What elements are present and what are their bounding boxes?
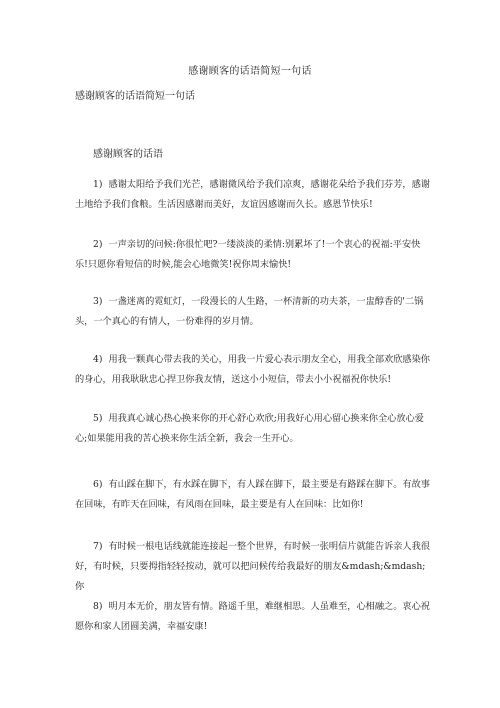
document-subtitle: 感谢顾客的话语简短一句话: [75, 91, 195, 102]
list-item: [75, 235, 430, 275]
list-item: [75, 409, 430, 449]
list-item-text: 明月本无价，朋友皆有情。路遥千里，难继相思。人虽难至，心相融之。衷心祝愿你和家人团圆美满，幸福安康!: [75, 601, 430, 632]
list-item-number: 3): [93, 296, 103, 307]
list-item-number: 8): [93, 601, 103, 612]
list-item-number: 5): [93, 413, 103, 424]
list-item-text: 用我一颗真心带去我的关心，用我一片爱心表示朋友全心，用我全部欢欣感染你的身心，用我耿耿忠心捍卫你我友情，送这小小短信，带去小小祝福祝你快乐!: [75, 354, 430, 385]
list-item-text: 有山踩在脚下，有水踩在脚下，有人踩在脚下，最主要是有路踩在脚下。有故事在回味，有昨天在回味，有风雨在回味，最主要是有人在回味：比如你!: [75, 479, 430, 510]
document-title: 感谢顾客的话语简短一句话: [188, 66, 312, 77]
list-item-number: 1): [93, 179, 103, 190]
list-item: [75, 175, 430, 215]
list-item-number: 6): [93, 479, 103, 490]
list-item-text: 一盏迷离的霓虹灯，一段漫长的人生路，一杯清新的功夫茶，一盅醇香的'二锅头，一个真心的有情人，一份难得的岁月情。: [75, 296, 424, 327]
list-item-text: 用我真心诚心热心换来你的开心舒心欢欣;用我好心用心留心换来你全心放心爱心;如果能用我的苦心换来你生活全新，我会一生开心。: [75, 413, 424, 444]
list-item-number: 7): [93, 541, 103, 552]
list-item: [75, 597, 430, 637]
list-item-text: 一声亲切的问候:你很忙吧?一缕淡淡的柔情:别累坏了!一个衷心的祝福:平安快乐!只愿你看短信的时候,能会心地微笑!祝你周末愉快!: [75, 239, 421, 270]
list-item-text: 感谢太阳给予我们光芒，感谢微风给予我们凉爽，感谢花朵给予我们芬芳，感谢土地给予我们食粮。生活因感谢而美好，友谊因感谢而久长。感恩节快乐!: [75, 179, 430, 210]
list-item: [75, 292, 430, 332]
list-item: [75, 350, 430, 390]
list-item: [75, 537, 430, 597]
section-heading: 感谢顾客的话语: [93, 149, 163, 160]
list-item-number: 2): [93, 239, 103, 250]
list-item-text: 有时候一根电话线就能连接起一整个世界，有时候一张明信片就能告诉亲人我很好，有时候，只要拇指轻轻按动，就可以把问候传给我最好的朋友&mdash;&mdash;你: [75, 541, 430, 592]
list-item-number: 4): [93, 354, 103, 365]
list-item: [75, 475, 430, 515]
